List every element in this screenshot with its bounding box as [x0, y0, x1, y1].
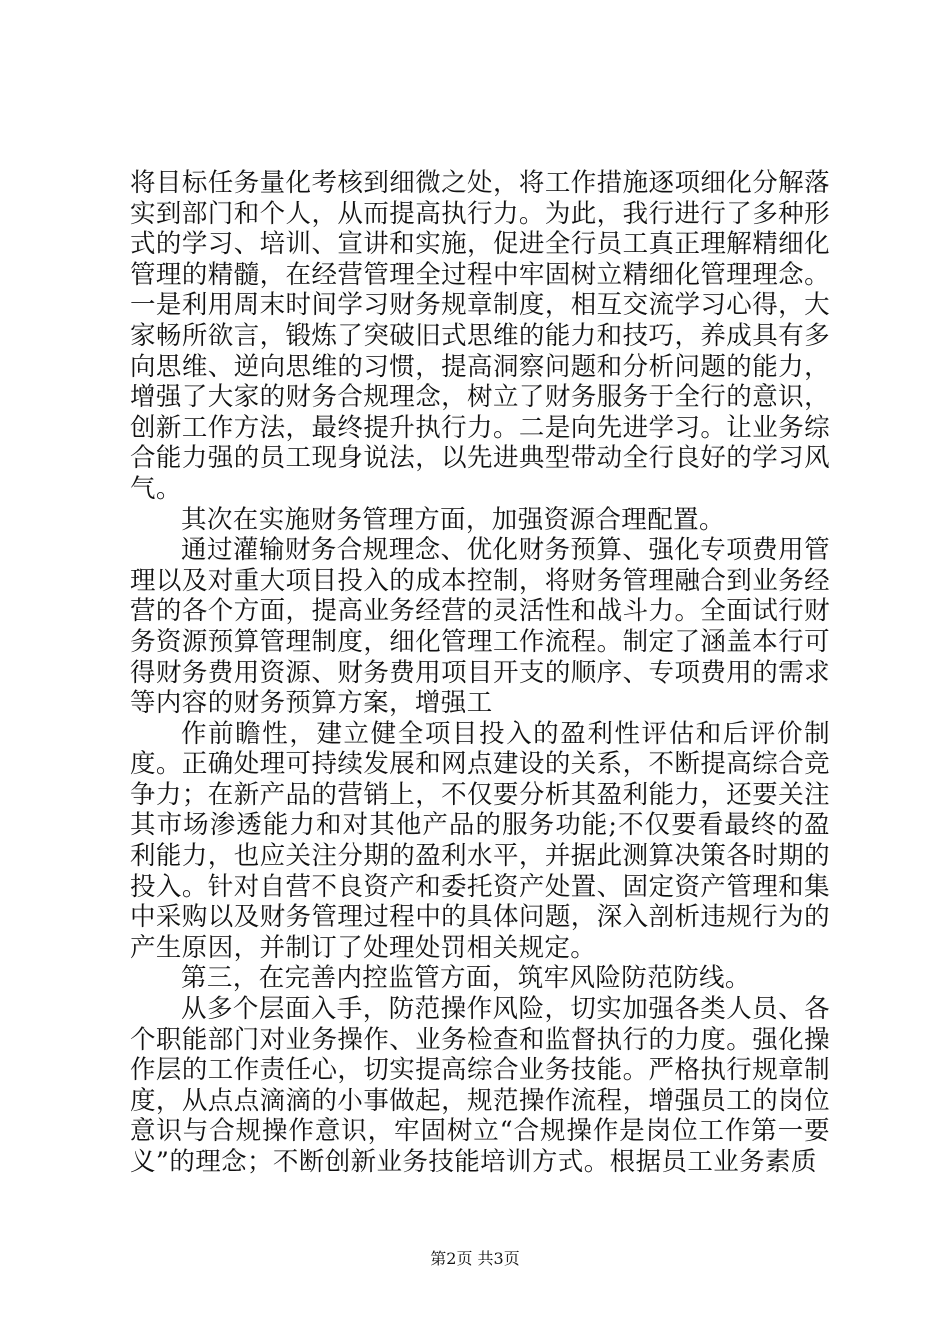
- paragraph-6: 从多个层面入手，防范操作风险，切实加强各类人员、各个职能部门对业务操作、业务检查和监督执行的力度。强化操作层的工作责任心，切实提高综合业务技能。严格执行规章制度，从点点滴滴的小事做起，规范操作流程，增强员工的岗位意识与合规操作意识，牢固树立“合规操作是岗位工作第一要义”的理念；不断创新业务技能培训方式。根据员工业务素质: [130, 994, 830, 1177]
- paragraph-2-heading: 其次在实施财务管理方面，加强资源合理配置。: [181, 504, 725, 535]
- paragraph-4: 作前瞻性，建立健全项目投入的盈利性评估和后评价制度。正确处理可持续发展和网点建设的关系，不断提高综合竞争力；在新产品的营销上，不仅要分析其盈利能力，还要关注其市场渗透能力和对其他产品的服务功能;不仅要看最终的盈利能力，也应关注分期的盈利水平，并据此测算决策各时期的投入。针对自营不良资产和委托资产处置、固定资产管理和集中采购以及财务管理过程中的具体问题，深入剖析违规行为的产生原因，并制订了处理处罚相关规定。: [130, 718, 830, 963]
- paragraph-5-heading: 第三，在完善内控监管方面，筑牢风险防范防线。: [181, 963, 751, 994]
- page-number-footer: 第2页 共3页: [430, 1249, 520, 1268]
- body-text: [130, 168, 830, 1178]
- paragraph-3: 通过灌输财务合规理念、优化财务预算、强化专项费用管理以及对重大项目投入的成本控制，将财务管理融合到业务经营的各个方面，提高业务经营的灵活性和战斗力。全面试行财务资源预算管理制度，细化管理工作流程。制定了涵盖本行可得财务费用资源、财务费用项目开支的顺序、专项费用的需求等内容的财务预算方案，增强工: [130, 535, 830, 719]
- paragraph-1: 将目标任务量化考核到细微之处，将工作措施逐项细化分解落实到部门和个人，从而提高执行力。为此，我行进行了多种形式的学习、培训、宣讲和实施，促进全行员工真正理解精细化管理的精髓，在经营管理全过程中牢固树立精细化管理理念。一是利用周末时间学习财务规章制度，相互交流学习心得，大家畅所欲言，锻炼了突破旧式思维的能力和技巧，养成具有多向思维、逆向思维的习惯，提高洞察问题和分析问题的能力，增强了大家的财务合规理念，树立了财务服务于全行的意识，创新工作方法，最终提升执行力。二是向先进学习。让业务综合能力强的员工现身说法，以先进典型带动全行良好的学习风气。: [130, 168, 830, 504]
